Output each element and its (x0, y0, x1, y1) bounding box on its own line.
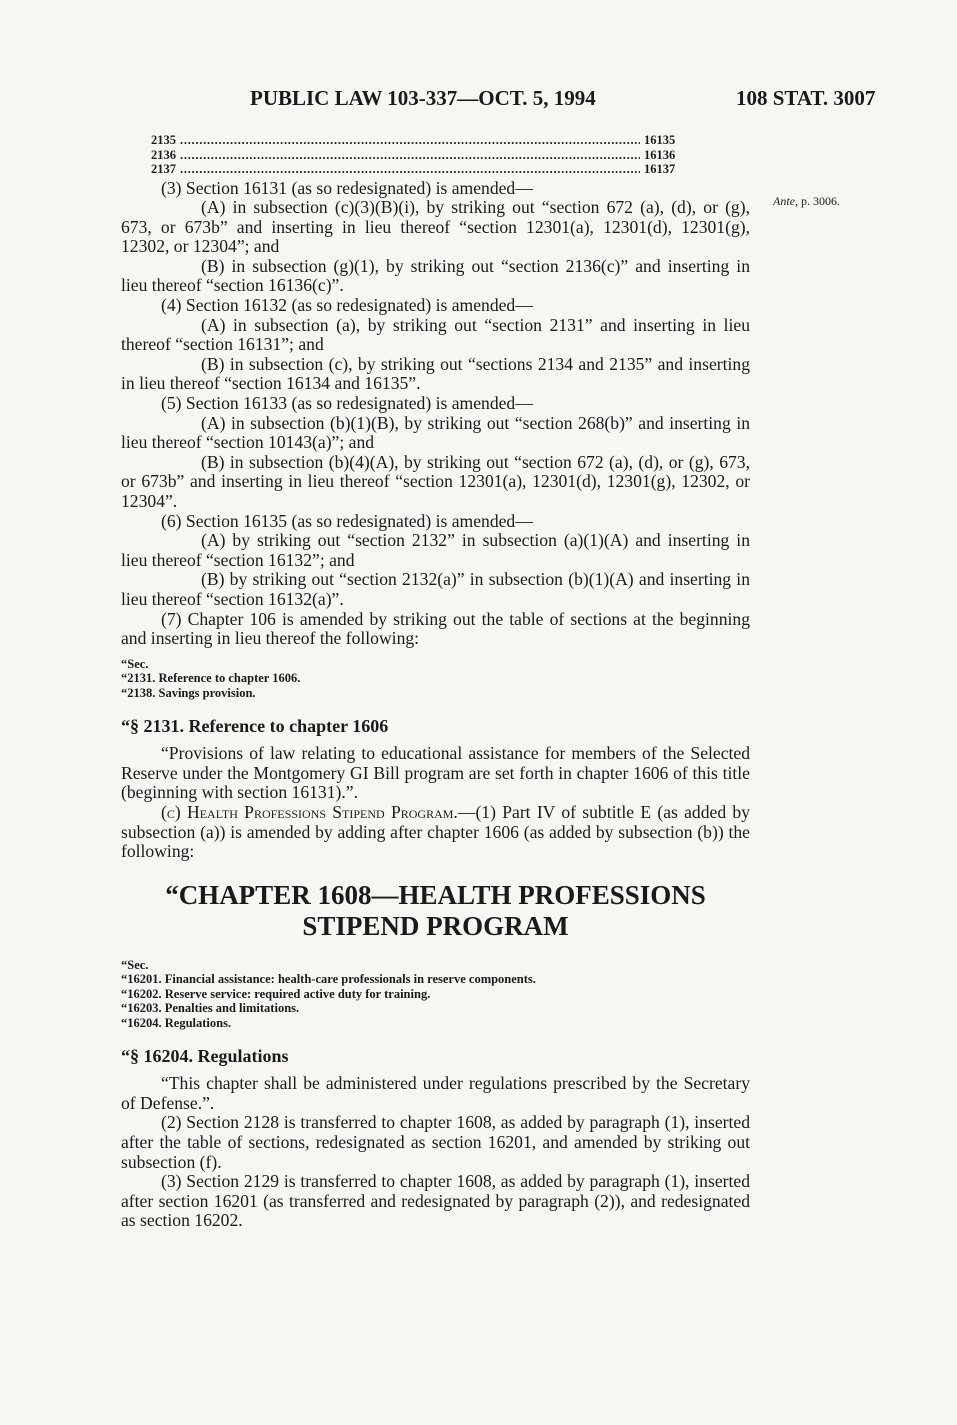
chapter-1608-title (121, 880, 750, 942)
section-16204-heading: “§ 16204. Regulations (121, 1045, 289, 1066)
paragraph-6: (6) Section 16135 (as so redesignated) is amended— (161, 510, 533, 531)
toc-entry: “16203. Penalties and limitations. (121, 1001, 300, 1016)
old-section-number: 2136 (151, 147, 176, 162)
table-of-sections-chapter-1608 (121, 958, 750, 1031)
dot-leader (180, 162, 640, 177)
toc-entry: “2138. Savings provision. (121, 685, 256, 700)
margin-note-ante: Ante (773, 194, 795, 208)
chapter-title-line: STIPEND PROGRAM (302, 910, 569, 941)
paragraph-5b: (B) in subsection (b)(4)(A), by striking out “section 672 (a), (d), or (g), 673, or 673b” and inserting in lieu thereof “section 12301(a), 12301(d), 12301(g), 12302, or 12304”. (121, 451, 750, 511)
toc-entry: “Sec. (121, 656, 149, 671)
margin-note (773, 194, 840, 209)
table-row (151, 162, 736, 177)
paragraph-3a: (A) in subsection (c)(3)(B)(i), by striking out “section 672 (a), (d), or (g), 673, or 673b” and inserting in lieu thereof “section 12301(a), 12301(d), 12301(g), 12302, or 12304”; and (121, 197, 750, 257)
statute-page: 108 STAT. 3007 (736, 86, 876, 110)
paragraph-4: (4) Section 16132 (as so redesignated) is amended— (161, 295, 533, 316)
paragraph-c-label: (c) Health Professions Stipend Program. (161, 801, 458, 822)
paragraph-3b: (B) in subsection (g)(1), by striking out “section 2136(c)” and inserting in lieu thereof “section 16136(c)”. (121, 255, 750, 296)
section-2131-heading: “§ 2131. Reference to chapter 1606 (121, 715, 389, 736)
toc-entry: “2131. Reference to chapter 1606. (121, 671, 301, 686)
toc-entry: “Sec. (121, 957, 149, 972)
dot-leader (180, 148, 640, 163)
paragraph-4a: (A) in subsection (a), by striking out “section 2131” and inserting in lieu thereof “section 16131”; and (121, 314, 750, 355)
chapter-title-line: “CHAPTER 1608—HEALTH PROFESSIONS (165, 879, 706, 910)
table-of-sections-chapter-106 (121, 657, 750, 701)
paragraph-7: (7) Chapter 106 is amended by striking out the table of sections at the beginning and inserting in lieu thereof the following: (121, 608, 750, 649)
table-row (151, 133, 736, 148)
section-2131-text: “Provisions of law relating to educational assistance for members of the Selected Reserve under the Montgomery GI Bill program are set forth in chapter 1606 of this title (beginning with section 16131).”. (121, 743, 750, 803)
paragraph-c (121, 803, 750, 862)
new-section-number: 16136 (644, 147, 676, 162)
paragraph-c-text: —(1) Part IV of subtitle E (as added by subsection (a)) is amended by adding after chapter 1606 (as added by subsection (b)) the following: (121, 801, 750, 862)
paragraph-4b: (B) in subsection (c), by striking out “sections 2134 and 2135” and inserting in lieu thereof “section 16134 and 16135”. (121, 353, 750, 394)
law-title: PUBLIC LAW 103-337—OCT. 5, 1994 (250, 86, 596, 110)
paragraph-c2: (2) Section 2128 is transferred to chapter 1608, as added by paragraph (1), inserted after the table of sections, redesignated as section 16201, and amended by striking out subsection (f). (121, 1112, 750, 1172)
paragraph-c3: (3) Section 2129 is transferred to chapter 1608, as added by paragraph (1), inserted after section 16201 (as transferred and redesignated by paragraph (2)), and redesignated as section 16202. (121, 1171, 750, 1231)
new-section-number: 16137 (644, 162, 676, 176)
paragraph-6b: (B) by striking out “section 2132(a)” in subsection (b)(1)(A) and inserting in lieu thereof “section 16132(a)”. (121, 569, 750, 609)
toc-entry: “16201. Financial assistance: health-care professionals in reserve components. (121, 972, 536, 987)
paragraph-5a: (A) in subsection (b)(1)(B), by striking out “section 268(b)” and inserting in lieu thereof “section 10143(a)”; and (121, 412, 750, 453)
body-text (121, 133, 750, 1231)
new-section-number: 16135 (644, 133, 676, 147)
paragraph-5: (5) Section 16133 (as so redesignated) is amended— (161, 393, 533, 414)
toc-entry: “16202. Reserve service: required active duty for training. (121, 986, 431, 1001)
paragraph-3: (3) Section 16131 (as so redesignated) is amended— (161, 177, 533, 198)
old-section-number: 2135 (151, 133, 176, 147)
table-row (151, 148, 736, 163)
paragraph-6a: (A) by striking out “section 2132” in subsection (a)(1)(A) and inserting in lieu thereof “section 16132”; and (121, 530, 750, 570)
section-16204-text: “This chapter shall be administered under regulations prescribed by the Secretary of Defense.”. (121, 1073, 750, 1113)
toc-entry: “16204. Regulations. (121, 1016, 232, 1031)
dot-leader (180, 133, 640, 148)
old-section-number: 2137 (151, 162, 176, 176)
margin-note-page-ref: , p. 3006. (795, 194, 840, 208)
page-header (0, 86, 957, 116)
